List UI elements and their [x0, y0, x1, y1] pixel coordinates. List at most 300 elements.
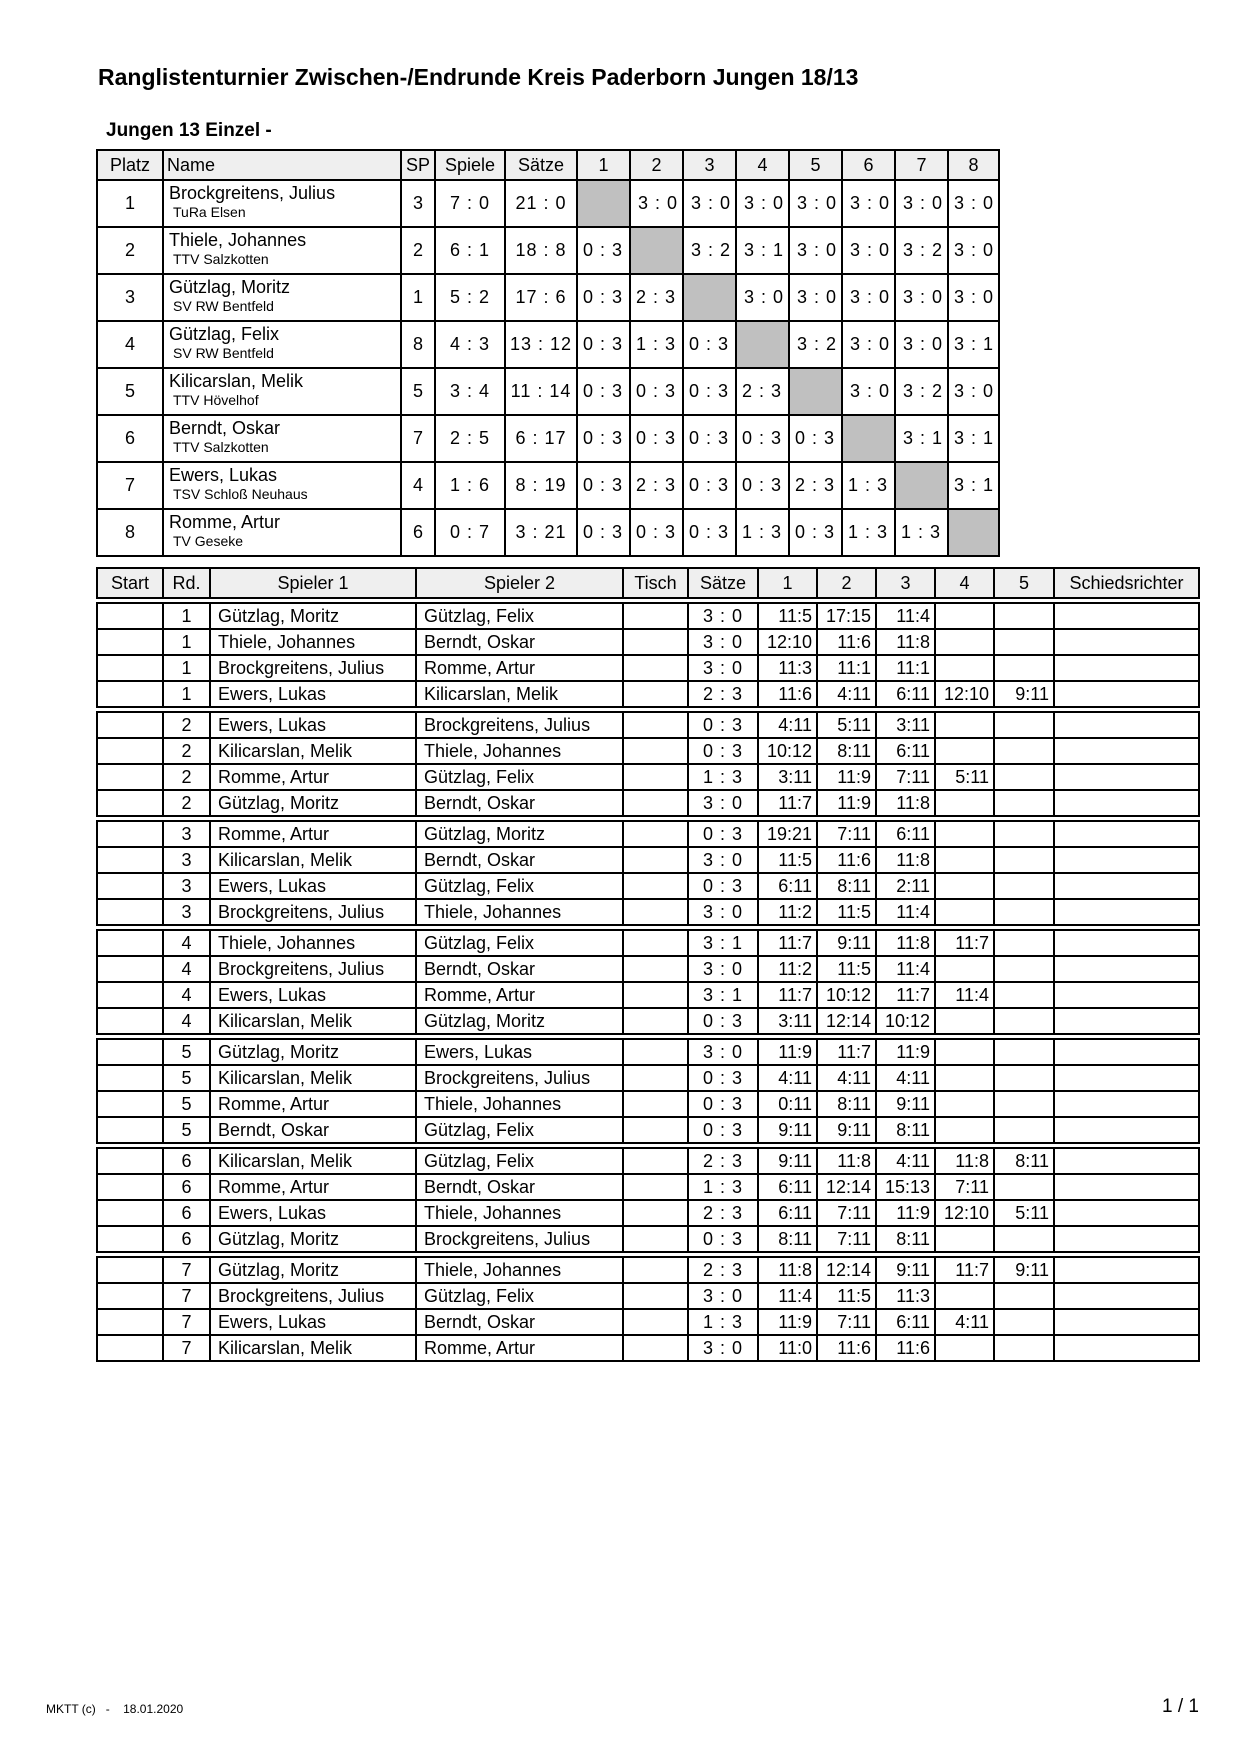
table-cell — [623, 1008, 688, 1034]
player-2-cell: Thiele, Johannes — [416, 1200, 623, 1226]
set-4-cell — [935, 1117, 994, 1143]
referee-cell — [1054, 930, 1199, 956]
set-3-cell: 11:7 — [876, 982, 935, 1008]
player-2-cell: Brockgreitens, Julius — [416, 1226, 623, 1252]
player-2-cell: Ewers, Lukas — [416, 1039, 623, 1065]
player-club: TV Geseke — [173, 533, 244, 549]
player-name: Romme, Artur — [169, 512, 281, 532]
header-name: Name — [163, 150, 401, 180]
player-2-cell: Gützlag, Felix — [416, 1283, 623, 1309]
header-table: Tisch — [623, 568, 688, 598]
start-cell — [97, 1148, 163, 1174]
player-2-cell: Romme, Artur — [416, 982, 623, 1008]
round-cell: 3 — [163, 847, 210, 873]
header-opponent-4: 4 — [736, 150, 789, 180]
result-cell: 0 : 3 — [683, 415, 736, 462]
start-cell — [97, 847, 163, 873]
header-referee: Schiedsrichter — [1054, 568, 1199, 598]
games-cell: 0 : 7 — [435, 509, 505, 556]
player-1-cell: Kilicarslan, Melik — [210, 1148, 416, 1174]
referee-cell — [1054, 1008, 1199, 1034]
set-2-cell: 11:5 — [817, 1283, 876, 1309]
player-2-cell: Berndt, Oskar — [416, 1174, 623, 1200]
player-2-cell: Gützlag, Felix — [416, 603, 623, 629]
result-cell: 3 : 2 — [895, 368, 948, 415]
set-4-cell: 11:7 — [935, 930, 994, 956]
standings-row — [97, 180, 999, 227]
header-set-2: 2 — [817, 568, 876, 598]
standings-row — [97, 462, 999, 509]
set-4-cell: 12:10 — [935, 1200, 994, 1226]
result-cell: 0 : 3 — [577, 509, 630, 556]
round-cell: 5 — [163, 1091, 210, 1117]
set-4-cell — [935, 821, 994, 847]
sets-total-cell: 3 : 0 — [688, 847, 758, 873]
games-cell: 6 : 1 — [435, 227, 505, 274]
match-row — [97, 629, 1199, 655]
player-2-cell: Gützlag, Felix — [416, 1117, 623, 1143]
set-5-cell — [994, 1335, 1054, 1361]
player-club: TTV Salzkotten — [173, 439, 269, 455]
player-cell — [163, 509, 401, 556]
player-club: TTV Hövelhof — [173, 392, 259, 408]
player-1-cell: Thiele, Johannes — [210, 930, 416, 956]
player-1-cell: Gützlag, Moritz — [210, 1226, 416, 1252]
seed-cell: 6 — [401, 509, 435, 556]
matches-table — [96, 567, 1200, 1362]
round-cell: 4 — [163, 930, 210, 956]
referee-cell — [1054, 1283, 1199, 1309]
set-3-cell: 15:13 — [876, 1174, 935, 1200]
start-cell — [97, 603, 163, 629]
set-1-cell: 11:3 — [758, 655, 817, 681]
table-cell — [623, 1200, 688, 1226]
player-1-cell: Ewers, Lukas — [210, 712, 416, 738]
result-cell: 0 : 3 — [577, 368, 630, 415]
player-2-cell: Kilicarslan, Melik — [416, 681, 623, 707]
start-cell — [97, 821, 163, 847]
table-cell — [623, 847, 688, 873]
set-2-cell: 4:11 — [817, 1065, 876, 1091]
referee-cell — [1054, 738, 1199, 764]
result-cell: 0 : 3 — [577, 274, 630, 321]
player-club: TTV Salzkotten — [173, 251, 269, 267]
set-3-cell: 4:11 — [876, 1148, 935, 1174]
start-cell — [97, 1309, 163, 1335]
set-1-cell: 8:11 — [758, 1226, 817, 1252]
set-5-cell — [994, 603, 1054, 629]
referee-cell — [1054, 764, 1199, 790]
set-5-cell: 9:11 — [994, 681, 1054, 707]
match-row — [97, 738, 1199, 764]
result-cell: 3 : 0 — [842, 227, 895, 274]
player-1-cell: Romme, Artur — [210, 764, 416, 790]
round-cell: 2 — [163, 764, 210, 790]
round-cell: 3 — [163, 873, 210, 899]
match-row — [97, 1065, 1199, 1091]
player-2-cell: Gützlag, Felix — [416, 930, 623, 956]
referee-cell — [1054, 1335, 1199, 1361]
table-cell — [623, 1148, 688, 1174]
set-2-cell: 11:6 — [817, 847, 876, 873]
set-2-cell: 11:8 — [817, 1148, 876, 1174]
player-1-cell: Romme, Artur — [210, 1174, 416, 1200]
games-cell: 2 : 5 — [435, 415, 505, 462]
result-cell: 3 : 0 — [842, 180, 895, 227]
player-1-cell: Gützlag, Moritz — [210, 1039, 416, 1065]
table-cell — [623, 738, 688, 764]
match-row — [97, 1283, 1199, 1309]
set-1-cell: 10:12 — [758, 738, 817, 764]
table-cell — [623, 764, 688, 790]
start-cell — [97, 1335, 163, 1361]
round-cell: 7 — [163, 1257, 210, 1283]
set-3-cell: 6:11 — [876, 681, 935, 707]
set-1-cell: 6:11 — [758, 1200, 817, 1226]
table-cell — [623, 930, 688, 956]
set-4-cell — [935, 899, 994, 925]
referee-cell — [1054, 1174, 1199, 1200]
match-row — [97, 847, 1199, 873]
result-cell: 3 : 0 — [630, 180, 683, 227]
round-cell: 4 — [163, 956, 210, 982]
header-opponent-8: 8 — [948, 150, 999, 180]
round-cell: 7 — [163, 1309, 210, 1335]
match-row — [97, 982, 1199, 1008]
result-cell: 3 : 0 — [789, 180, 842, 227]
set-5-cell — [994, 1117, 1054, 1143]
result-cell: 0 : 3 — [789, 415, 842, 462]
result-cell: 1 : 3 — [630, 321, 683, 368]
round-cell: 5 — [163, 1117, 210, 1143]
set-1-cell: 11:2 — [758, 899, 817, 925]
sets-total-cell: 3 : 0 — [688, 1039, 758, 1065]
player-1-cell: Kilicarslan, Melik — [210, 738, 416, 764]
match-row — [97, 873, 1199, 899]
player-2-cell: Berndt, Oskar — [416, 956, 623, 982]
rank-cell: 7 — [97, 462, 163, 509]
start-cell — [97, 1008, 163, 1034]
result-cell: 3 : 0 — [948, 368, 999, 415]
referee-cell — [1054, 1257, 1199, 1283]
round-cell: 1 — [163, 629, 210, 655]
set-5-cell — [994, 899, 1054, 925]
result-cell: 0 : 3 — [789, 509, 842, 556]
table-cell — [623, 629, 688, 655]
player-1-cell: Ewers, Lukas — [210, 681, 416, 707]
set-3-cell: 11:8 — [876, 847, 935, 873]
referee-cell — [1054, 899, 1199, 925]
set-2-cell: 7:11 — [817, 1200, 876, 1226]
round-cell: 6 — [163, 1200, 210, 1226]
set-4-cell — [935, 1091, 994, 1117]
header-opponent-6: 6 — [842, 150, 895, 180]
player-cell — [163, 462, 401, 509]
match-row — [97, 1039, 1199, 1065]
diagonal-cell — [577, 180, 630, 227]
result-cell: 3 : 2 — [895, 227, 948, 274]
set-3-cell: 11:1 — [876, 655, 935, 681]
match-row — [97, 712, 1199, 738]
set-1-cell: 11:5 — [758, 847, 817, 873]
result-cell: 3 : 0 — [736, 180, 789, 227]
set-2-cell: 7:11 — [817, 1309, 876, 1335]
player-2-cell: Brockgreitens, Julius — [416, 712, 623, 738]
result-cell: 3 : 0 — [842, 274, 895, 321]
set-1-cell: 11:4 — [758, 1283, 817, 1309]
set-4-cell: 11:8 — [935, 1148, 994, 1174]
player-1-cell: Romme, Artur — [210, 821, 416, 847]
set-4-cell — [935, 629, 994, 655]
set-3-cell: 9:11 — [876, 1257, 935, 1283]
result-cell: 3 : 0 — [895, 274, 948, 321]
set-4-cell — [935, 1008, 994, 1034]
round-cell: 6 — [163, 1174, 210, 1200]
set-5-cell — [994, 821, 1054, 847]
set-2-cell: 5:11 — [817, 712, 876, 738]
player-2-cell: Thiele, Johannes — [416, 1257, 623, 1283]
table-cell — [623, 1039, 688, 1065]
table-cell — [623, 1226, 688, 1252]
sets-cell: 18 : 8 — [505, 227, 577, 274]
set-2-cell: 9:11 — [817, 930, 876, 956]
set-4-cell: 11:7 — [935, 1257, 994, 1283]
result-cell: 3 : 1 — [948, 321, 999, 368]
referee-cell — [1054, 1148, 1199, 1174]
match-row — [97, 1335, 1199, 1361]
match-row — [97, 956, 1199, 982]
set-5-cell — [994, 982, 1054, 1008]
rank-cell: 4 — [97, 321, 163, 368]
rank-cell: 2 — [97, 227, 163, 274]
set-1-cell: 0:11 — [758, 1091, 817, 1117]
result-cell: 2 : 3 — [630, 462, 683, 509]
diagonal-cell — [842, 415, 895, 462]
result-cell: 0 : 3 — [736, 415, 789, 462]
set-1-cell: 9:11 — [758, 1117, 817, 1143]
set-1-cell: 11:7 — [758, 982, 817, 1008]
player-club: TuRa Elsen — [173, 204, 246, 220]
start-cell — [97, 982, 163, 1008]
start-cell — [97, 655, 163, 681]
start-cell — [97, 873, 163, 899]
player-club: SV RW Bentfeld — [173, 298, 274, 314]
set-1-cell: 4:11 — [758, 712, 817, 738]
footer-copyright-date: MKTT (c) - 18.01.2020 — [46, 1702, 184, 1716]
player-cell — [163, 321, 401, 368]
player-2-cell: Thiele, Johannes — [416, 1091, 623, 1117]
set-5-cell — [994, 1091, 1054, 1117]
sets-total-cell: 0 : 3 — [688, 738, 758, 764]
player-1-cell: Ewers, Lukas — [210, 1309, 416, 1335]
header-sp: SP — [401, 150, 435, 180]
referee-cell — [1054, 1039, 1199, 1065]
sets-cell: 21 : 0 — [505, 180, 577, 227]
set-5-cell — [994, 956, 1054, 982]
set-5-cell — [994, 1226, 1054, 1252]
player-1-cell: Kilicarslan, Melik — [210, 1335, 416, 1361]
start-cell — [97, 712, 163, 738]
round-cell: 4 — [163, 1008, 210, 1034]
referee-cell — [1054, 1309, 1199, 1335]
start-cell — [97, 1091, 163, 1117]
match-row — [97, 1091, 1199, 1117]
set-5-cell — [994, 738, 1054, 764]
seed-cell: 1 — [401, 274, 435, 321]
set-1-cell: 11:9 — [758, 1039, 817, 1065]
result-cell: 1 : 3 — [842, 462, 895, 509]
result-cell: 0 : 3 — [683, 509, 736, 556]
start-cell — [97, 1065, 163, 1091]
result-cell: 3 : 2 — [683, 227, 736, 274]
start-cell — [97, 1200, 163, 1226]
referee-cell — [1054, 1065, 1199, 1091]
games-cell: 3 : 4 — [435, 368, 505, 415]
set-3-cell: 11:4 — [876, 956, 935, 982]
player-cell — [163, 180, 401, 227]
round-cell: 1 — [163, 603, 210, 629]
round-cell: 6 — [163, 1226, 210, 1252]
table-cell — [623, 1091, 688, 1117]
player-club: SV RW Bentfeld — [173, 345, 274, 361]
diagonal-cell — [948, 509, 999, 556]
player-name: Kilicarslan, Melik — [169, 371, 304, 391]
sets-total-cell: 0 : 3 — [688, 1226, 758, 1252]
standings-row — [97, 321, 999, 368]
seed-cell: 2 — [401, 227, 435, 274]
table-cell — [623, 655, 688, 681]
set-4-cell — [935, 1335, 994, 1361]
round-cell: 3 — [163, 899, 210, 925]
set-5-cell — [994, 629, 1054, 655]
set-2-cell: 11:1 — [817, 655, 876, 681]
start-cell — [97, 1283, 163, 1309]
header-spiele: Spiele — [435, 150, 505, 180]
start-cell — [97, 1226, 163, 1252]
seed-cell: 3 — [401, 180, 435, 227]
match-row — [97, 1174, 1199, 1200]
table-cell — [623, 712, 688, 738]
result-cell: 3 : 0 — [683, 180, 736, 227]
referee-cell — [1054, 1091, 1199, 1117]
set-4-cell — [935, 847, 994, 873]
round-cell: 1 — [163, 681, 210, 707]
set-2-cell: 11:5 — [817, 899, 876, 925]
page-number: 1 / 1 — [1162, 1696, 1199, 1717]
set-1-cell: 6:11 — [758, 1174, 817, 1200]
player-1-cell: Gützlag, Moritz — [210, 603, 416, 629]
set-3-cell: 3:11 — [876, 712, 935, 738]
round-cell: 5 — [163, 1065, 210, 1091]
referee-cell — [1054, 1200, 1199, 1226]
sets-total-cell: 3 : 0 — [688, 603, 758, 629]
table-cell — [623, 681, 688, 707]
set-4-cell — [935, 603, 994, 629]
result-cell: 3 : 1 — [895, 415, 948, 462]
set-4-cell — [935, 1039, 994, 1065]
referee-cell — [1054, 603, 1199, 629]
start-cell — [97, 1257, 163, 1283]
set-3-cell: 11:8 — [876, 790, 935, 816]
player-cell — [163, 368, 401, 415]
result-cell: 3 : 0 — [895, 180, 948, 227]
table-cell — [623, 603, 688, 629]
match-row — [97, 1117, 1199, 1143]
table-cell — [623, 1065, 688, 1091]
table-cell — [623, 982, 688, 1008]
sets-cell: 8 : 19 — [505, 462, 577, 509]
result-cell: 3 : 0 — [789, 274, 842, 321]
set-4-cell — [935, 655, 994, 681]
table-cell — [623, 1117, 688, 1143]
diagonal-cell — [683, 274, 736, 321]
referee-cell — [1054, 712, 1199, 738]
start-cell — [97, 956, 163, 982]
set-3-cell: 11:6 — [876, 1335, 935, 1361]
start-cell — [97, 1174, 163, 1200]
set-1-cell: 6:11 — [758, 873, 817, 899]
header-platz: Platz — [97, 150, 163, 180]
player-2-cell: Thiele, Johannes — [416, 738, 623, 764]
player-name: Brockgreitens, Julius — [169, 183, 336, 203]
set-5-cell — [994, 1309, 1054, 1335]
player-name: Gützlag, Felix — [169, 324, 280, 344]
set-3-cell: 11:3 — [876, 1283, 935, 1309]
header-opponent-7: 7 — [895, 150, 948, 180]
round-cell: 6 — [163, 1148, 210, 1174]
sets-cell: 17 : 6 — [505, 274, 577, 321]
round-cell: 7 — [163, 1283, 210, 1309]
set-4-cell: 5:11 — [935, 764, 994, 790]
player-2-cell: Romme, Artur — [416, 1335, 623, 1361]
set-4-cell — [935, 1226, 994, 1252]
set-1-cell: 11:8 — [758, 1257, 817, 1283]
sets-total-cell: 2 : 3 — [688, 1148, 758, 1174]
player-1-cell: Romme, Artur — [210, 1091, 416, 1117]
sets-total-cell: 3 : 0 — [688, 790, 758, 816]
sets-total-cell: 0 : 3 — [688, 1008, 758, 1034]
sets-total-cell: 3 : 1 — [688, 930, 758, 956]
header-sets-total: Sätze — [688, 568, 758, 598]
round-cell: 7 — [163, 1335, 210, 1361]
player-1-cell: Thiele, Johannes — [210, 629, 416, 655]
player-1-cell: Ewers, Lukas — [210, 982, 416, 1008]
sets-total-cell: 3 : 0 — [688, 956, 758, 982]
set-5-cell: 5:11 — [994, 1200, 1054, 1226]
player-club: TSV Schloß Neuhaus — [173, 486, 308, 502]
referee-cell — [1054, 982, 1199, 1008]
set-2-cell: 11:9 — [817, 790, 876, 816]
set-3-cell: 11:9 — [876, 1200, 935, 1226]
referee-cell — [1054, 1117, 1199, 1143]
result-cell: 3 : 0 — [948, 180, 999, 227]
header-set-1: 1 — [758, 568, 817, 598]
referee-cell — [1054, 1226, 1199, 1252]
start-cell — [97, 681, 163, 707]
start-cell — [97, 899, 163, 925]
table-cell — [623, 873, 688, 899]
seed-cell: 4 — [401, 462, 435, 509]
player-2-cell: Berndt, Oskar — [416, 847, 623, 873]
standings-row — [97, 274, 999, 321]
set-3-cell: 11:4 — [876, 899, 935, 925]
set-5-cell — [994, 655, 1054, 681]
result-cell: 3 : 0 — [948, 274, 999, 321]
start-cell — [97, 1039, 163, 1065]
player-1-cell: Ewers, Lukas — [210, 1200, 416, 1226]
referee-cell — [1054, 821, 1199, 847]
player-1-cell: Kilicarslan, Melik — [210, 847, 416, 873]
